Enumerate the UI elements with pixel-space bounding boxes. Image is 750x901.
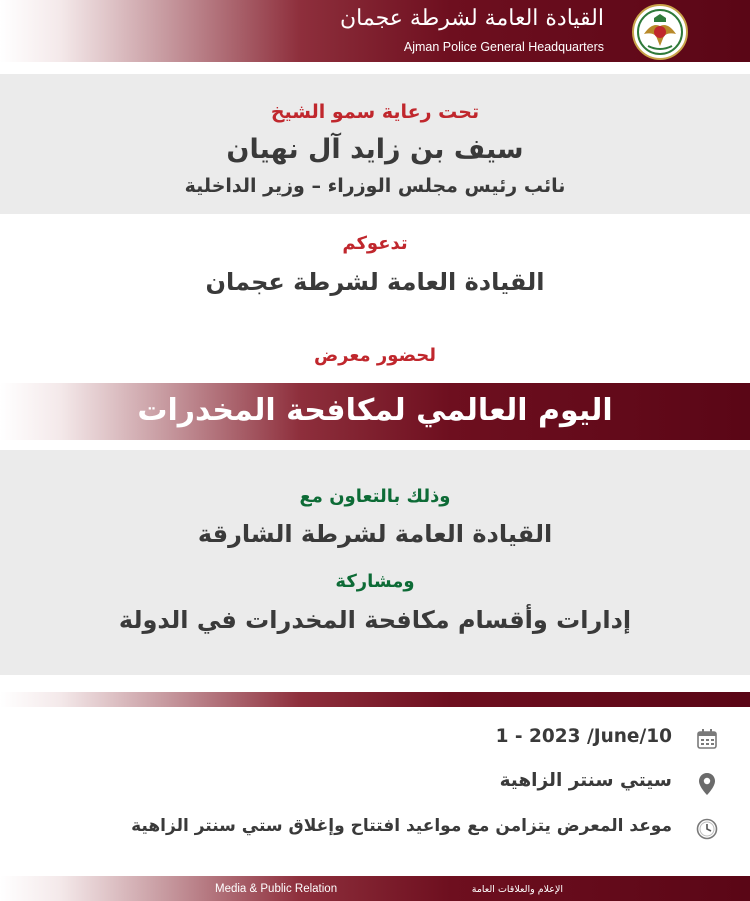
event-date: 1 - 2023 /June/10 [495, 726, 672, 747]
footer-arabic: الإعلام والعلاقات العامة [471, 884, 563, 895]
participation-label: ومشاركة [335, 571, 415, 592]
header-title-arabic: القيادة العامة لشرطة عجمان [340, 6, 604, 31]
event-title: اليوم العالمي لمكافحة المخدرات [137, 393, 613, 428]
partner-name: القيادة العامة لشرطة الشارقة [197, 520, 553, 548]
host-name: القيادة العامة لشرطة عجمان [205, 268, 545, 296]
police-emblem-logo [632, 4, 688, 60]
header-bar [0, 0, 750, 62]
falcon-emblem-icon [634, 6, 686, 58]
event-hours: موعد المعرض يتزامن مع مواعيد افتتاح وإغلاق ستي سنتر الزاهية [131, 816, 672, 836]
participants-text: إدارات وأقسام مكافحة المخدرات في الدولة [118, 606, 632, 634]
cooperation-label: وذلك بالتعاون مع [299, 486, 451, 507]
invite-label: تدعوكم [342, 233, 408, 254]
clock-icon [696, 818, 718, 840]
location-row [18, 770, 718, 804]
location-pin-icon [696, 772, 718, 794]
header-title-english: Ajman Police General Headquarters [403, 40, 604, 54]
attend-label: لحضور معرض [313, 345, 437, 366]
divider-bar [0, 692, 750, 707]
hours-row [18, 816, 718, 850]
calendar-icon [696, 728, 718, 750]
date-row [18, 726, 718, 760]
footer-english: Media & Public Relation [215, 883, 338, 895]
patron-position: نائب رئيس مجلس الوزراء – وزير الداخلية [184, 175, 566, 197]
footer-bar [0, 876, 750, 901]
event-location: سيتي سنتر الزاهية [499, 770, 672, 791]
patronage-intro: تحت رعاية سمو الشيخ [270, 101, 480, 123]
cooperation-section [0, 450, 750, 675]
patron-name: سيف بن زايد آل نهيان [226, 134, 524, 165]
